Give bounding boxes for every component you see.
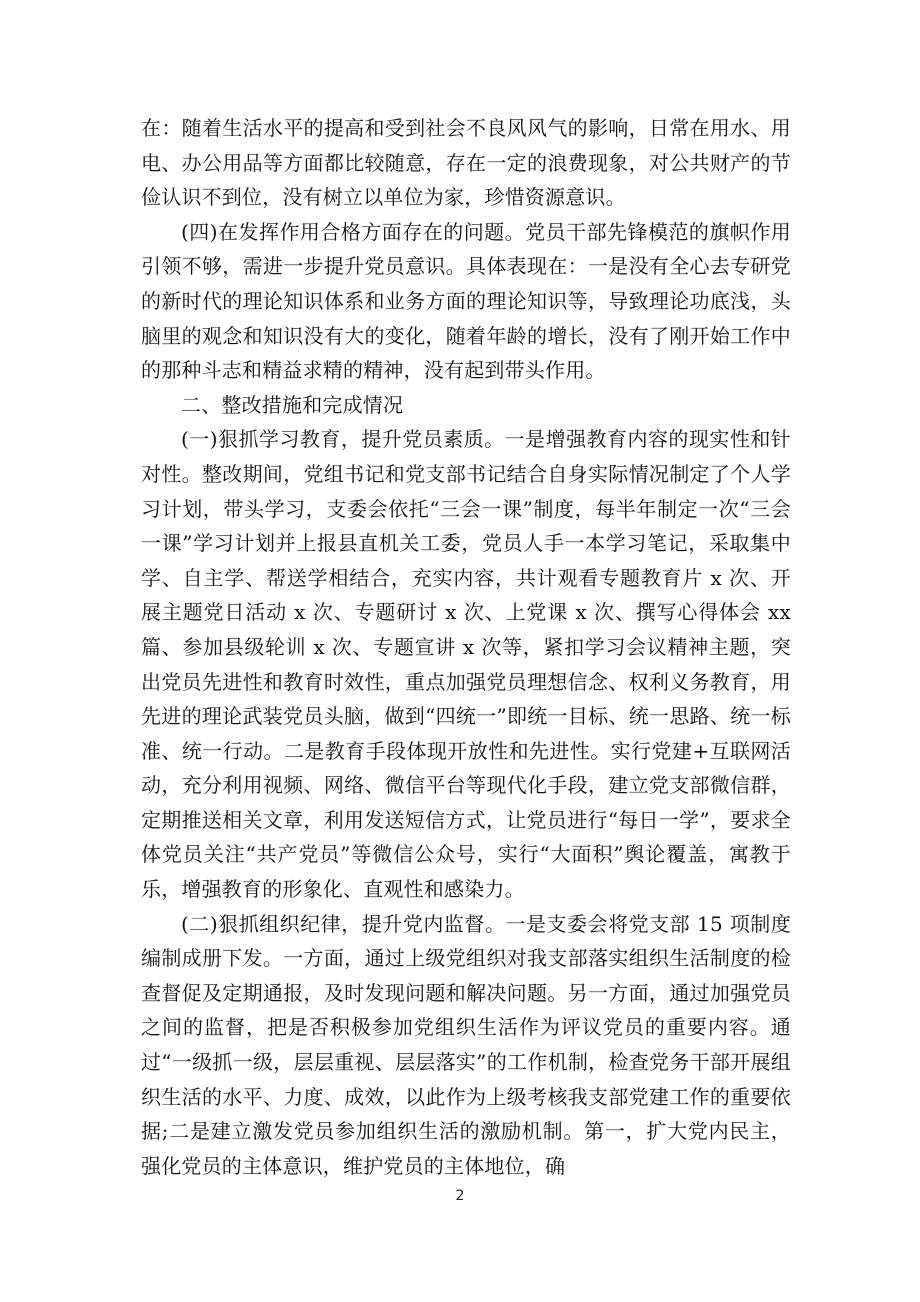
- paragraph-measure-2: (二)狠抓组织纪律，提升党内监督。一是支委会将党支部 15 项制度编制成册下发。一方面，通过上级党组织对我支部落实组织生活制度的检查督促及定期通报，及时发现问题和解决问题。另一方面，通过加强党员之间的监督，把是否积极参加党组织生活作为评议党员的重要内容。通过“一级抓一级，层层重视、层层落实”的工作机制，检查党务干部开展组织生活的水平、力度、成效，以此作为上级考核我支部党建工作的重要依据;二是建立激发党员参加组织生活的激励机制。第一，扩大党内民主，强化党员的主体意识，维护党员的主体地位，确: [141, 911, 791, 1178]
- page-number: 2: [455, 1188, 465, 1204]
- document-body: [141, 111, 791, 1183]
- section-heading-measures: 二、整改措施和完成情况: [181, 392, 404, 417]
- paragraph-measure-1: (一)狠抓学习教育，提升党员素质。一是增强教育内容的现实性和针对性。整改期间，党组书记和党支部书记结合自身实际情况制定了个人学习计划，带头学习，支委会依托“三会一课”制度，每半年制定一次“三会一课”学习计划并上报县直机关工委，党员人手一本学习笔记，采取集中学、自主学、帮送学相结合，充实内容，共计观看专题教育片 x 次、开展主题党日活动 x 次、专题研讨 x 次、上党课 x 次、撰写心得体会 xx 篇、参加县级轮训 x 次、专题宣讲 x 次等，紧扣学习会议精神主题，突出党员先进性和教育时效性，重点加强党员理想信念、权利义务教育，用先进的理论武装党员头脑，做到“四统一”即统一目标、统一思路、统一标准、统一行动。二是教育手段体现开放性和先进性。实行党建+互联网活动，充分利用视频、网络、微信平台等现代化手段，建立党支部微信群，定期推送相关文章，利用发送短信方式，让党员进行“每日一学”，要求全体党员关注“共产党员”等微信公众号，实行“大面积”舆论覆盖，寓教于乐，增强教育的形象化、直观性和感染力。: [141, 427, 791, 902]
- paragraph-continuation: 在：随着生活水平的提高和受到社会不良风风气的影响，日常在用水、用电、办公用品等方面都比较随意，存在一定的浪费现象，对公共财产的节俭认识不到位，没有树立以单位为家，珍惜资源意识。: [141, 116, 791, 210]
- paragraph-section-4: (四)在发挥作用合格方面存在的问题。党员干部先锋模范的旗帜作用引领不够，需进一步提升党员意识。具体表现在：一是没有全心去专研党的新时代的理论知识体系和业务方面的理论知识等，导致理论功底浅，头脑里的观念和知识没有大的变化，随着年龄的增长，没有了刚开始工作中的那种斗志和精益求精的精神，没有起到带头作用。: [141, 219, 791, 383]
